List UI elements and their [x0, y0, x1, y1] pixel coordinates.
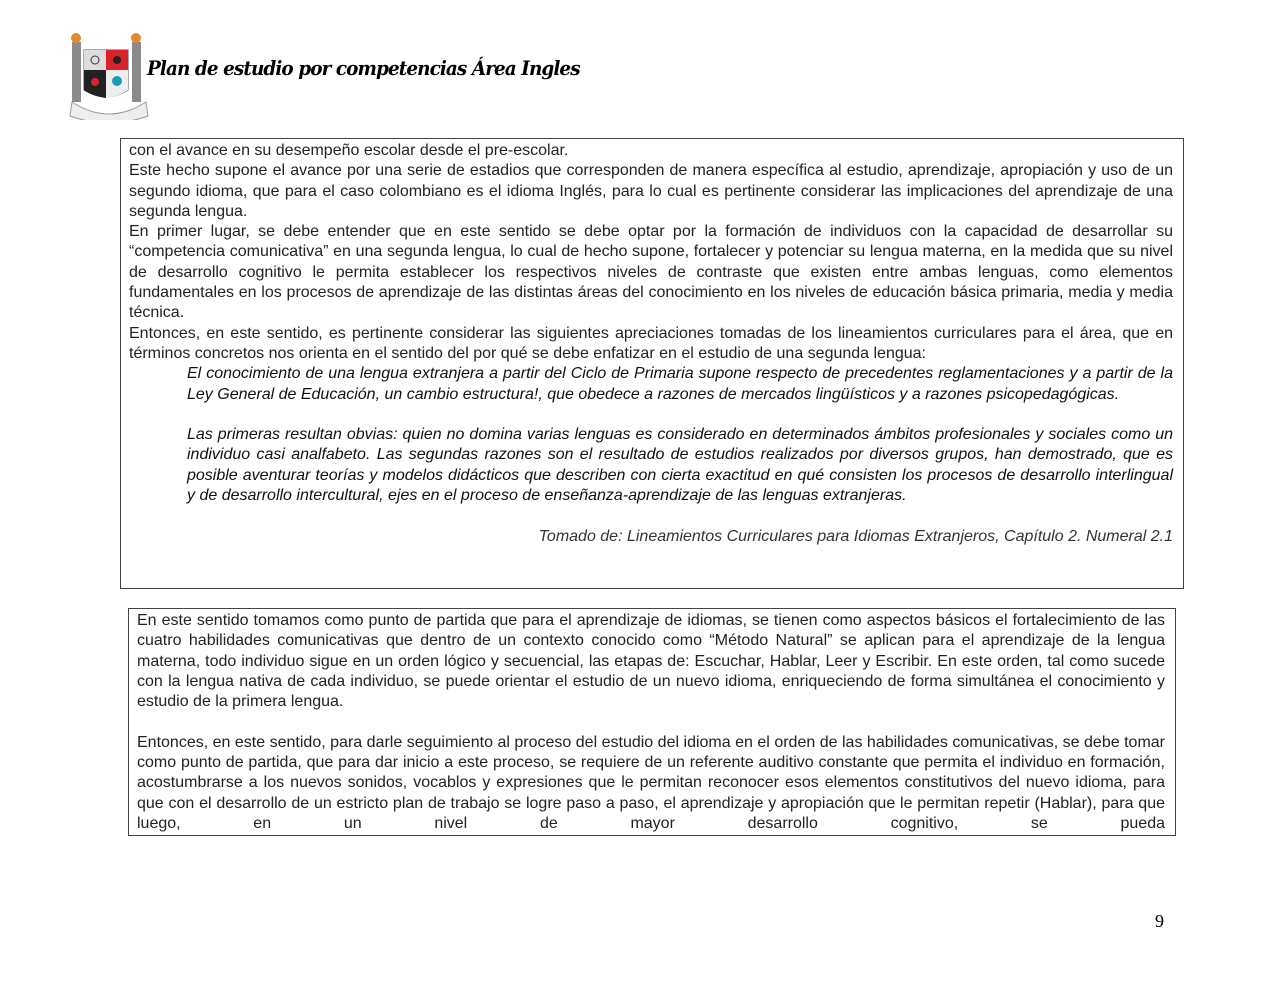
paragraph: En primer lugar, se debe entender que en este sentido se debe optar por la formación de individuos con la capacidad de desarrollar su “competencia comunicativa” en una segunda lengua, lo cual de hecho supone, fortalecer y potenciar su lengua materna, en la medida que su nivel de desarrollo cognitivo le permita establecer los respectivos niveles de contraste que existen entre ambas lenguas, como elementos fundamentales en los procesos de aprendizaje de las distintas áreas del conocimiento en los niveles de educación básica primaria, media y media técnica.: [129, 223, 1173, 322]
school-crest-logo: [66, 30, 152, 120]
block-quote: El conocimiento de una lengua extranjera a partir del Ciclo de Primaria supone respecto de precedentes reglamentaciones y a partir de la Ley General de Educación, un cambio estructura!, que obedece a razones de mercados lingüísticos y a razones psicopedagógicas.: [187, 365, 1173, 403]
paragraph: En este sentido tomamos como punto de partida que para el aprendizaje de idiomas, se tienen como aspectos básicos el fortalecimiento de las cuatro habilidades comunicativas que dentro de un contexto conocido como “Método Natural” se aplican para el aprendizaje de la lengua materna, todo individuo sigue en un orden lógico y secuencial, las etapas de: Escuchar, Hablar, Leer y Escribir. En este orden, tal como sucede con la lengua nativa de cada individuo, se puede orientar el estudio de un nuevo idioma, enriqueciendo de forma simultánea el conocimiento y estudio de la primera lengua.: [137, 612, 1165, 711]
text-box-2: [128, 608, 1176, 836]
document-header-title: Plan de estudio por competencias Área Ingles: [147, 56, 580, 80]
paragraph: Entonces, en este sentido, para darle seguimiento al proceso del estudio del idioma en el orden de las habilidades comunicativas, se debe tomar como punto de partida, que para dar inicio a este proceso, se requiere de un referente auditivo constante que permita el individuo en formación, acostumbrarse a los nuevos sonidos, vocablos y expresiones que le permitan reconocer esos elementos constitutivos del nuevo idioma, para que con el desarrollo de un estricto plan de trabajo se logre paso a paso, el aprendizaje y apropiación que le permitan repetir (Hablar), para que luego, en un nivel de mayor desarrollo cognitivo, se pueda: [137, 733, 1165, 832]
paragraph: Este hecho supone el avance por una serie de estadios que corresponden de manera específica al estudio, aprendizaje, apropiación y uso de un segundo idioma, que para el caso colombiano es el idioma Inglés, para lo cual es pertinente considerar las implicaciones del aprendizaje de una segunda lengua.: [129, 162, 1173, 220]
paragraph: con el avance en su desempeño escolar desde el pre-escolar.: [129, 142, 569, 159]
quote-citation: Tomado de: Lineamientos Curriculares para Idiomas Extranjeros, Capítulo 2. Numeral 2.1: [538, 527, 1173, 545]
page-number: 9: [1155, 911, 1164, 931]
block-quote: Las primeras resultan obvias: quien no domina varias lenguas es considerado en determinados ámbitos profesionales y sociales como un individuo casi analfabeto. Las segundas razones son el resultado de estudios realizados por diversos grupos, han demostrado, que es posible aventurar teorías y modelos didácticos que describen con cierta exactitud en qué consisten los procesos de desarrollo interlingual y de desarrollo intercultural, ejes en el proceso de enseñanza-aprendizaje de las lenguas extranjeras.: [187, 426, 1173, 505]
text-box-1: [120, 138, 1184, 589]
paragraph: Entonces, en este sentido, es pertinente considerar las siguientes apreciaciones tomadas de los lineamientos curriculares para el área, que en términos concretos nos orienta en el sentido del por qué se debe enfatizar en el estudio de una segunda lengua:: [129, 324, 1173, 362]
